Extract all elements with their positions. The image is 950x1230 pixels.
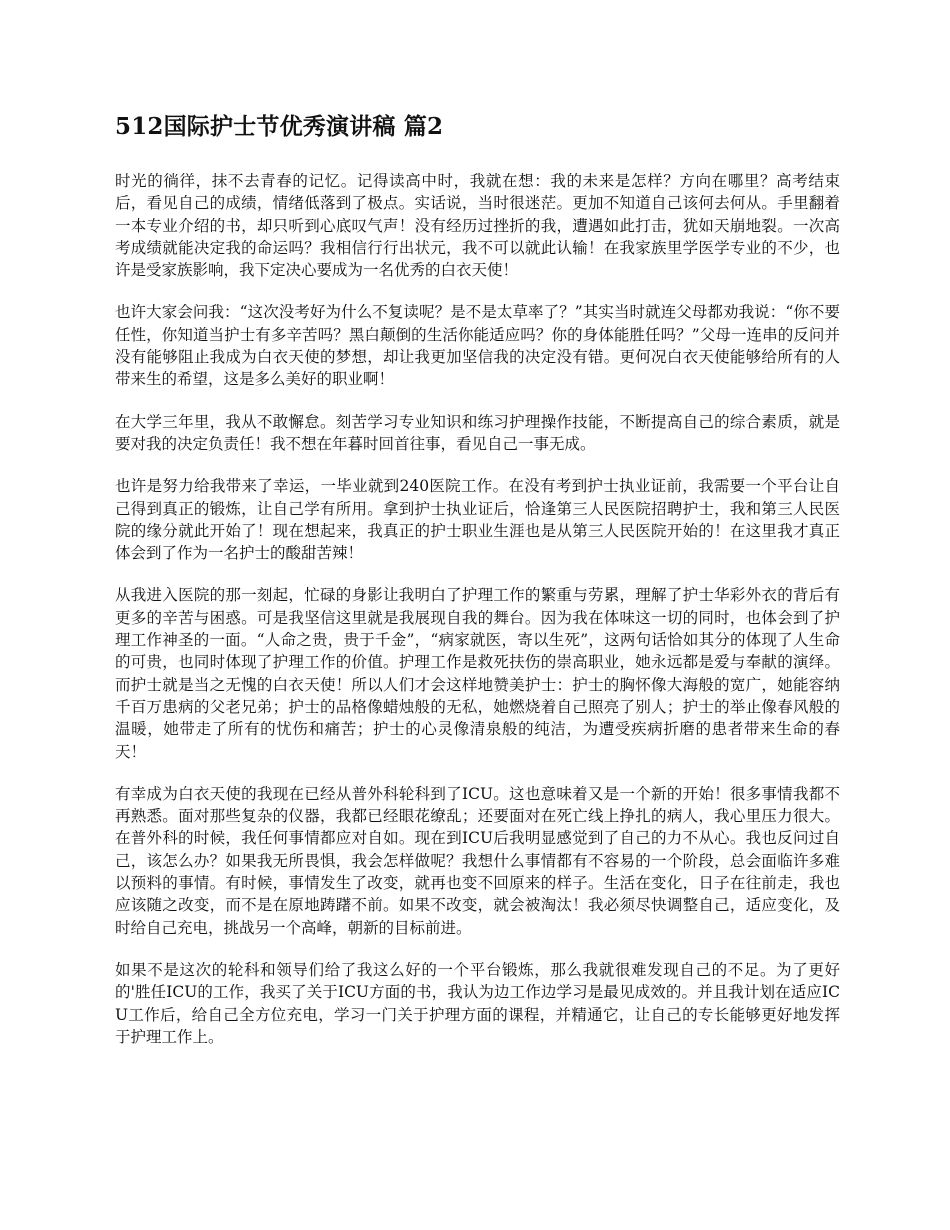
document-page: [115, 110, 840, 1068]
paragraph-2: 也许大家会问我：“这次没考好为什么不复读呢？是不是太草率了？”其实当时就连父母都劝我说：“你不要任性，你知道当护士有多辛苦吗？黑白颠倒的生活你能适应吗？你的身体能胜任吗？”父母一连串的反问并没有能够阻止我成为白衣天使的梦想，却让我更加坚信我的决定没有错。更何况白衣天使能够给所有的人带来生的希望，这是多么美好的职业啊！: [115, 303, 840, 389]
paragraph-4: 也许是努力给我带来了幸运，一毕业就到240医院工作。在没有考到护士执业证前，我需要一个平台让自己得到真正的锻炼，让自己学有所用。拿到护士执业证后，恰逢第三人民医院招聘护士，我和第三人民医院的缘分就此开始了！现在想起来，我真正的护士职业生涯也是从第三人民医院开始的！在这里我才真正体会到了作为一名护士的酸甜苦辣！: [115, 477, 840, 563]
paragraph-5: 从我进入医院的那一刻起，忙碌的身影让我明白了护理工作的繁重与劳累，理解了护士华彩外衣的背后有更多的辛苦与困惑。可是我坚信这里就是我展现自我的舞台。因为我在体味这一切的同时，也体会到了护理工作神圣的一面。“人命之贵，贵于千金”，“病家就医，寄以生死”，这两句话恰如其分的体现了人生命的可贵，也同时体现了护理工作的价值。护理工作是救死扶伤的崇高职业，她永远都是爱与奉献的演绎。而护士就是当之无愧的白衣天使！所以人们才会这样地赞美护士：护士的胸怀像大海般的宽广，她能容纳千百万患病的父老兄弟；护士的品格像蜡烛般的无私，她燃烧着自己照亮了别人；护士的举止像春风般的温暖，她带走了所有的忧伤和痛苦；护士的心灵像清泉般的纯洁，为遭受疾病折磨的患者带来生命的春天！: [115, 586, 840, 761]
document-title: 512国际护士节优秀演讲稿 篇2: [115, 113, 444, 140]
paragraph-7: 如果不是这次的轮科和领导们给了我这么好的一个平台锻炼，那么我就很难发现自己的不足。为了更好的'胜任ICU的工作，我买了关于ICU方面的书，我认为边工作边学习是最见成效的。并且我计划在适应ICU工作后，给自己全方位充电，学习一门关于护理方面的课程，并精通它，让自己的专长能够更好地发挥于护理工作上。: [115, 960, 840, 1046]
paragraph-3: 在大学三年里，我从不敢懈怠。刻苦学习专业知识和练习护理操作技能，不断提高自己的综合素质，就是要对我的决定负责任！我不想在年暮时回首往事，看见自己一事无成。: [115, 412, 840, 453]
paragraph-1: 时光的徜徉，抹不去青春的记忆。记得读高中时，我就在想：我的未来是怎样？方向在哪里？高考结束后，看见自己的成绩，情绪低落到了极点。实话说，当时很迷茫。更加不知道自己该何去何从。手里翻着一本专业介绍的书，却只听到心底叹气声！没有经历过挫折的我，遭遇如此打击，犹如天崩地裂。一次高考成绩就能决定我的命运吗？我相信行行出状元，我不可以就此认输！在我家族里学医学专业的不少，也许是受家族影响，我下定决心要成为一名优秀的白衣天使！: [115, 172, 840, 280]
paragraph-6: 有幸成为白衣天使的我现在已经从普外科轮科到了ICU。这也意味着又是一个新的开始！很多事情我都不再熟悉。面对那些复杂的仪器，我都已经眼花缭乱；还要面对在死亡线上挣扎的病人，我心里压力很大。在普外科的时候，我任何事情都应对自如。现在到ICU后我明显感觉到了自己的力不从心。我也反问过自己，该怎么办？如果我无所畏惧，我会怎样做呢？我想什么事情都有不容易的一个阶段，总会面临许多难以预料的事情。有时候，事情发生了改变，就再也变不回原来的样子。生活在变化，日子在往前走，我也应该随之改变，而不是在原地踌躇不前。如果不改变，就会被淘汰！我必须尽快调整自己，适应变化，及时给自己充电，挑战另一个高峰，朝新的目标前进。: [115, 784, 840, 937]
